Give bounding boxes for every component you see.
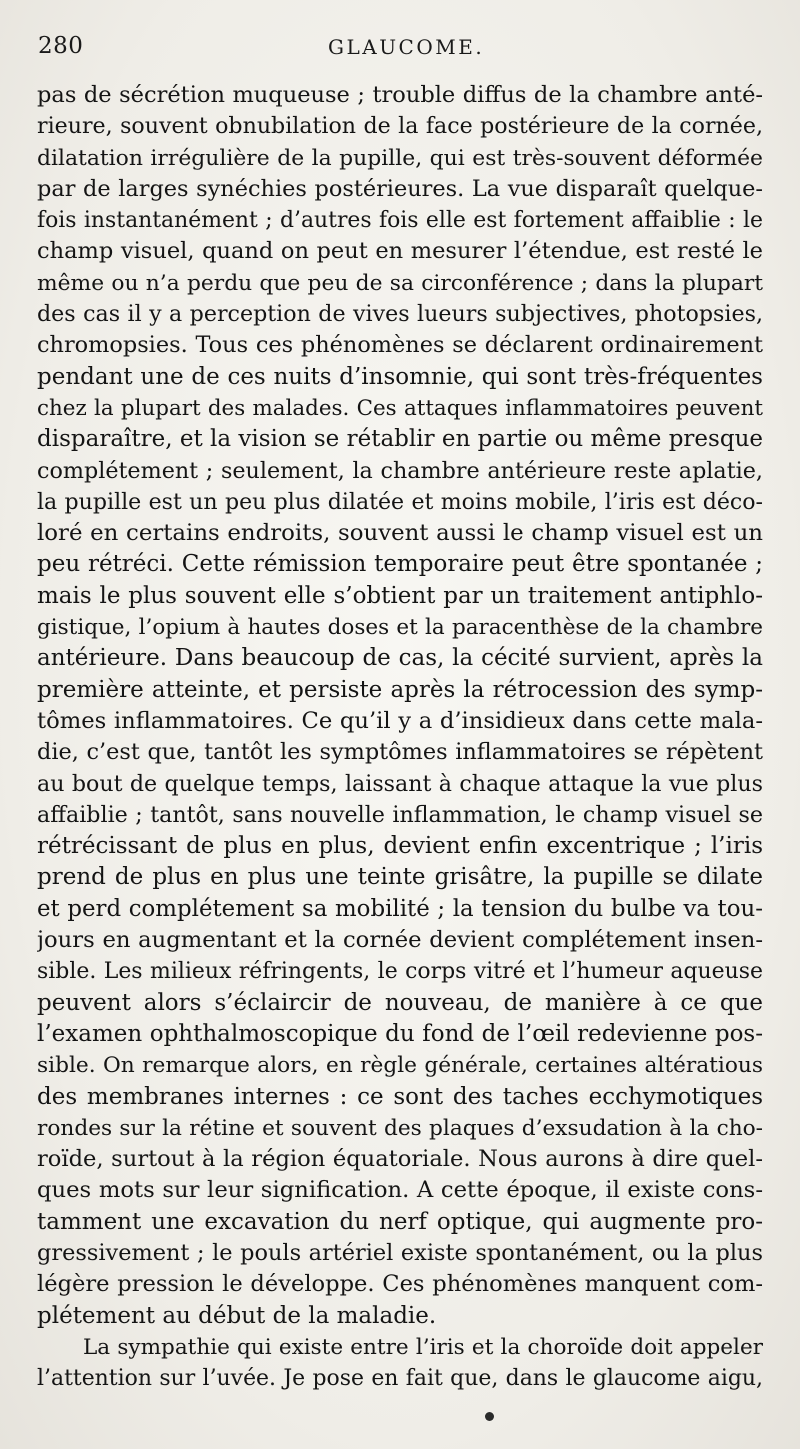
text-line: des membranes internes : ce sont des taches ecchymotiques xyxy=(37,1083,763,1110)
text-line: peu rétréci. Cette rémission temporaire peut être spontanée ; xyxy=(37,551,763,578)
text-line: des cas il y a perception de vives lueurs subjectives, photopsies, xyxy=(37,301,763,328)
text-line: loré en certains endroits, souvent aussi le champ visuel est un xyxy=(37,520,763,547)
text-line: tômes inflammatoires. Ce qu’il y a d’insidieux dans cette mala- xyxy=(37,707,763,734)
text-line: roïde, surtout à la région équatoriale. Nous aurons à dire quel- xyxy=(37,1146,763,1173)
ink-dot xyxy=(485,1412,494,1421)
text-line: par de larges synéchies postérieures. La vue disparaît quelque- xyxy=(37,175,763,202)
text-line: rondes sur la rétine et souvent des plaques d’exsudation à la cho- xyxy=(37,1115,763,1141)
text-line: l’examen ophthalmoscopique du fond de l’œil redevienne pos- xyxy=(37,1020,763,1047)
text-line: peuvent alors s’éclaircir de nouveau, de manière à ce que xyxy=(37,989,763,1016)
paragraph-end-line: plétement au début de la maladie. xyxy=(37,1302,437,1329)
text-line: prend de plus en plus une teinte grisâtre, la pupille se dilate xyxy=(37,864,763,891)
text-line: rieure, souvent obnubilation de la face postérieure de la cornée, xyxy=(37,113,763,140)
page-number: 280 xyxy=(38,33,84,59)
text-line: tamment une excavation du nerf optique, qui augmente pro- xyxy=(37,1208,763,1235)
text-line: rétrécissant de plus en plus, devient enfin excentrique ; l’iris xyxy=(37,833,763,860)
text-line: gressivement ; le pouls artériel existe spontanément, ou la plus xyxy=(37,1239,763,1266)
paragraph-start-line: La sympathie qui existe entre l’iris et la choroïde doit appeler xyxy=(83,1334,763,1360)
text-line: champ visuel, quand on peut en mesurer l’étendue, est resté le xyxy=(37,238,763,265)
text-line: la pupille est un peu plus dilatée et moins mobile, l’iris est déco- xyxy=(37,489,763,515)
text-line: gistique, l’opium à hautes doses et la paracenthèse de la chambre xyxy=(37,615,763,641)
text-line: mais le plus souvent elle s’obtient par un traitement antiphlo- xyxy=(37,582,763,609)
page-header xyxy=(38,33,760,63)
text-line: légère pression le développe. Ces phénomènes manquent com- xyxy=(37,1271,763,1298)
running-title: GLAUCOME. xyxy=(328,35,485,59)
text-line: die, c’est que, tantôt les symptômes inflammatoires se répètent xyxy=(37,739,763,766)
text-line: première atteinte, et persiste après la rétrocession des symp- xyxy=(37,676,763,703)
text-line: même ou n’a perdu que peu de sa circonférence ; dans la plupart xyxy=(37,270,763,296)
text-line: pendant une de ces nuits d’insomnie, qui sont très-fréquentes xyxy=(37,363,763,390)
text-line: jours en augmentant et la cornée devient complétement insen- xyxy=(37,927,763,954)
text-line: ques mots sur leur signification. A cette époque, il existe cons- xyxy=(37,1177,763,1204)
text-line: fois instantanément ; d’autres fois elle est fortement affaiblie : le xyxy=(37,208,763,234)
text-line: affaiblie ; tantôt, sans nouvelle inflammation, le champ visuel se xyxy=(37,801,763,828)
text-line: l’attention sur l’uvée. Je pose en fait que, dans le glaucome aigu, xyxy=(37,1366,763,1392)
text-line: dilatation irrégulière de la pupille, qui est très-souvent déformée xyxy=(37,145,763,171)
text-line: antérieure. Dans beaucoup de cas, la cécité survient, après la xyxy=(37,645,763,672)
text-line: chez la plupart des malades. Ces attaques inflammatoires peuvent xyxy=(37,395,763,421)
text-line: au bout de quelque temps, laissant à chaque attaque la vue plus xyxy=(37,770,763,797)
text-line: sible. Les milieux réfringents, le corps vitré et l’humeur aqueuse xyxy=(37,959,763,985)
text-line: et perd complétement sa mobilité ; la tension du bulbe va tou- xyxy=(37,895,763,922)
text-line: complétement ; seulement, la chambre antérieure reste aplatie, xyxy=(37,457,763,484)
text-line: chromopsies. Tous ces phénomènes se déclarent ordinairement xyxy=(37,332,763,359)
text-line: sible. On remarque alors, en règle générale, certaines altératious xyxy=(37,1053,763,1079)
text-line: pas de sécrétion muqueuse ; trouble diffus de la chambre anté- xyxy=(37,82,763,108)
text-line: disparaître, et la vision se rétablir en partie ou même presque xyxy=(37,426,763,453)
body-text xyxy=(37,80,763,1394)
